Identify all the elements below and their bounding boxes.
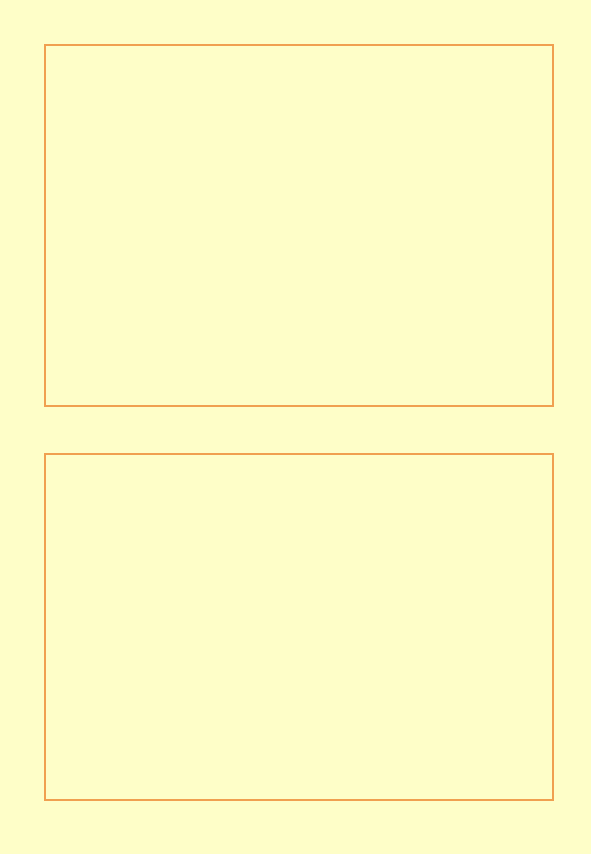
staff-list-panel — [44, 453, 554, 801]
preface-panel — [44, 44, 554, 407]
